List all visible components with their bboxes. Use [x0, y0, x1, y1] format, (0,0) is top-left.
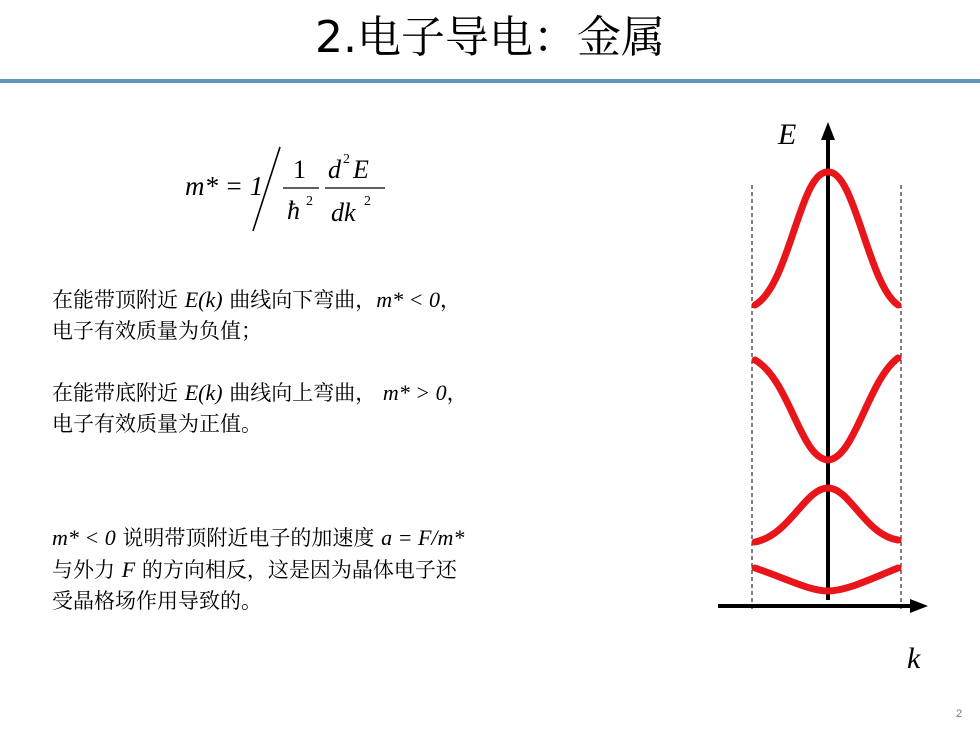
- p3-line3: 受晶格场作用导致的。: [52, 589, 262, 613]
- p3-line2-text: 的方向相反，这是因为晶体电子还: [135, 558, 457, 582]
- p3-prefix: 与外力: [52, 558, 122, 582]
- energy-axis-arrow-icon: [821, 122, 835, 140]
- formula-lhs: m* = 1: [185, 171, 264, 201]
- p1-expr: E(k): [184, 287, 223, 312]
- formula-den-right-exp: 2: [364, 194, 371, 209]
- p2-line1: [52, 377, 672, 409]
- band-structure-diagram: [700, 100, 960, 690]
- p2-prefix: 在能带底附近: [52, 381, 185, 405]
- p2-mid: 曲线向上弯曲，: [222, 381, 383, 405]
- p1-mid: 曲线向下弯曲，: [222, 288, 377, 312]
- p3-expr: a = F/m*: [381, 525, 465, 550]
- slide-title: 2.电子导电：金属: [315, 12, 665, 63]
- p1-cond: m* < 0: [376, 287, 440, 312]
- formula-num-right: d: [328, 155, 341, 184]
- p1-line2: 电子有效质量为负值；: [52, 319, 262, 343]
- p1-prefix: 在能带顶附近: [52, 288, 185, 312]
- k-axis-label: k: [907, 642, 921, 675]
- formula-den-left: ħ: [287, 196, 300, 225]
- p2-end: ，: [446, 381, 468, 405]
- paragraph-explanation: [52, 522, 672, 617]
- p2-expr: E(k): [184, 380, 223, 405]
- k-axis-arrow-icon: [910, 599, 928, 613]
- formula-den-left-exp: 2: [306, 194, 313, 209]
- p3-line2: [52, 554, 672, 586]
- p1-end: ，: [439, 288, 461, 312]
- formula-den-right: dk: [331, 198, 356, 227]
- title-divider: [0, 79, 980, 83]
- page-number: 2: [956, 708, 963, 720]
- paragraph-band-bottom: [52, 377, 672, 440]
- p3-cond: m* < 0: [52, 525, 116, 550]
- p1-line1: [52, 284, 672, 316]
- p3-var: F: [121, 557, 136, 582]
- formula-num-right-exp: 2: [343, 152, 350, 167]
- p3-text: 说明带顶附近电子的加速度: [115, 526, 382, 550]
- formula-num-right-var: E: [353, 155, 369, 184]
- formula-num-left: 1: [293, 155, 306, 184]
- p2-line2: 电子有效质量为正值。: [52, 412, 262, 436]
- energy-axis-label: E: [778, 118, 797, 151]
- paragraph-band-top: [52, 284, 672, 347]
- effective-mass-formula: [185, 143, 405, 235]
- p3-line1: [52, 522, 672, 554]
- p2-cond: m* > 0: [382, 380, 447, 405]
